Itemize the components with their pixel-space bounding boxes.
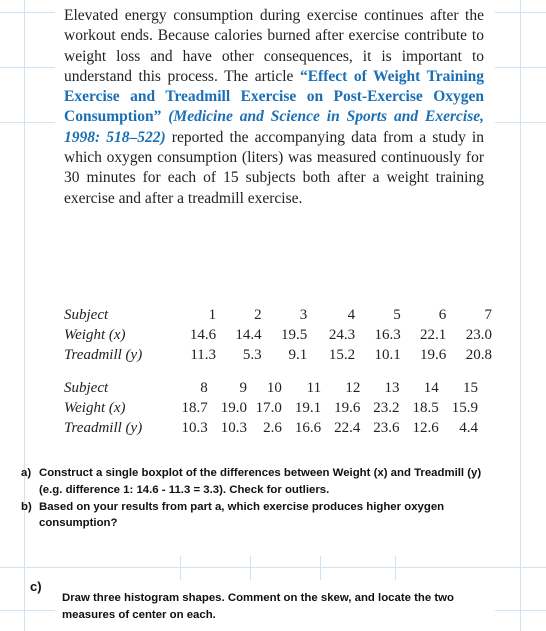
table-row: [64, 378, 478, 398]
article-title: “Effect of Weight Training Exercise and Treadmill Exercise on Post-Exercise Oxygen Consumption”: [64, 67, 485, 126]
table-cell: 19.5: [281, 326, 308, 343]
grid-line: [180, 556, 181, 580]
part-c-label: c): [30, 579, 42, 594]
table-cell: 18.7: [181, 399, 208, 416]
table-cell: 14: [423, 379, 439, 396]
table-cell: 11.3: [190, 346, 217, 363]
question-b-text: Based on your results from part a, which exercise produces higher oxygen consumption?: [39, 500, 445, 530]
table-cell: 13: [384, 379, 400, 396]
table-cell: 12: [345, 379, 361, 396]
grid-line: [520, 0, 521, 631]
table-cell: 10.1: [374, 346, 401, 363]
table-cell: 3: [299, 306, 308, 323]
treadmill-label: Treadmill (y): [64, 346, 143, 363]
grid-line: [0, 567, 546, 568]
table-cell: 17.0: [255, 399, 282, 416]
table-cell: 10.3: [181, 419, 208, 436]
treadmill-label: Treadmill (y): [64, 419, 143, 436]
table-cell: 22.4: [334, 419, 361, 436]
table-cell: 20.8: [465, 346, 492, 363]
intro-text-b: reported the accompanying data from a study in which oxygen consumption (liters) was measured continuously for 30 minutes for each of 15 subjects both after a weight training exercise and after a treadmill exercise.: [64, 128, 484, 207]
table-cell: 23.2: [373, 399, 400, 416]
table-row: [64, 418, 478, 438]
table-row: [64, 325, 492, 345]
table-cell: 19.6: [334, 399, 361, 416]
table-cell: 15.9: [451, 399, 478, 416]
table-cell: 8: [200, 379, 208, 396]
table-cell: 6: [438, 306, 447, 323]
table-cell: 4.4: [459, 419, 478, 436]
part-c-text: Draw three histogram shapes. Comment on the skew, and locate the two measures of center on each.: [62, 592, 455, 621]
table-cell: 19.0: [220, 399, 248, 416]
table-cell: 7: [484, 306, 492, 323]
table-cell: 11: [306, 379, 322, 396]
weight-label: Weight (x): [64, 399, 126, 416]
question-b-marker: b): [21, 500, 32, 513]
table-cell: 5: [393, 306, 401, 323]
question-a-marker: a): [21, 467, 32, 479]
journal-citation: (Medicine and Science in Sports and Exercise, 1998: 518–522): [64, 108, 485, 146]
table-cell: 23.0: [465, 326, 492, 343]
grid-line: [250, 556, 251, 580]
table-cell: 4: [347, 306, 356, 323]
table-cell: 12.6: [412, 419, 439, 436]
data-table-2: [64, 378, 478, 438]
table-cell: 10: [266, 379, 282, 396]
table-row: [64, 398, 478, 418]
table-cell: 1: [208, 306, 217, 323]
table-cell: 2.6: [263, 419, 282, 436]
table-cell: 15.2: [328, 346, 356, 363]
table-cell: 9.1: [288, 346, 308, 363]
grid-line: [320, 556, 321, 580]
table-cell: 14.6: [189, 326, 217, 343]
table-cell: 19.6: [420, 346, 447, 363]
question-b: [21, 499, 491, 533]
subject-label: Subject: [64, 306, 109, 323]
table-cell: 9: [239, 379, 248, 396]
table-cell: 19.1: [294, 399, 322, 416]
table-cell: 16.3: [374, 326, 401, 343]
weight-label: Weight (x): [64, 326, 126, 343]
table-cell: 14.4: [235, 326, 262, 343]
table-cell: 5.3: [242, 346, 262, 363]
table-cell: 24.3: [328, 326, 356, 343]
subject-label: Subject: [64, 379, 109, 396]
data-table-1: [64, 305, 492, 365]
table-cell: 16.6: [294, 419, 322, 436]
table-cell: 18.5: [412, 399, 439, 416]
table-cell: 10.3: [220, 419, 248, 436]
grid-line: [24, 0, 25, 631]
table-row: [64, 305, 492, 325]
intro-paragraph: [64, 6, 484, 209]
table-cell: 15: [463, 379, 478, 396]
grid-line: [395, 556, 396, 580]
questions-list: [21, 465, 491, 532]
question-a-text: Construct a single boxplot of the differences between Weight (x) and Treadmill (y) (e.g. difference 1: 14.6 - 11.3 = 3.3). Check for outliers.: [39, 467, 482, 496]
table-cell: 2: [254, 306, 262, 323]
table-cell: 23.6: [373, 419, 400, 436]
intro-text-a: Elevated energy consumption during exercise continues after the workout ends. Because calories burned after exercise contribute to weight loss and have other consequences, it is important to understand this process. The article: [64, 7, 484, 85]
table-row: [64, 345, 492, 365]
table-cell: 22.1: [420, 326, 447, 343]
question-a: [21, 465, 491, 499]
